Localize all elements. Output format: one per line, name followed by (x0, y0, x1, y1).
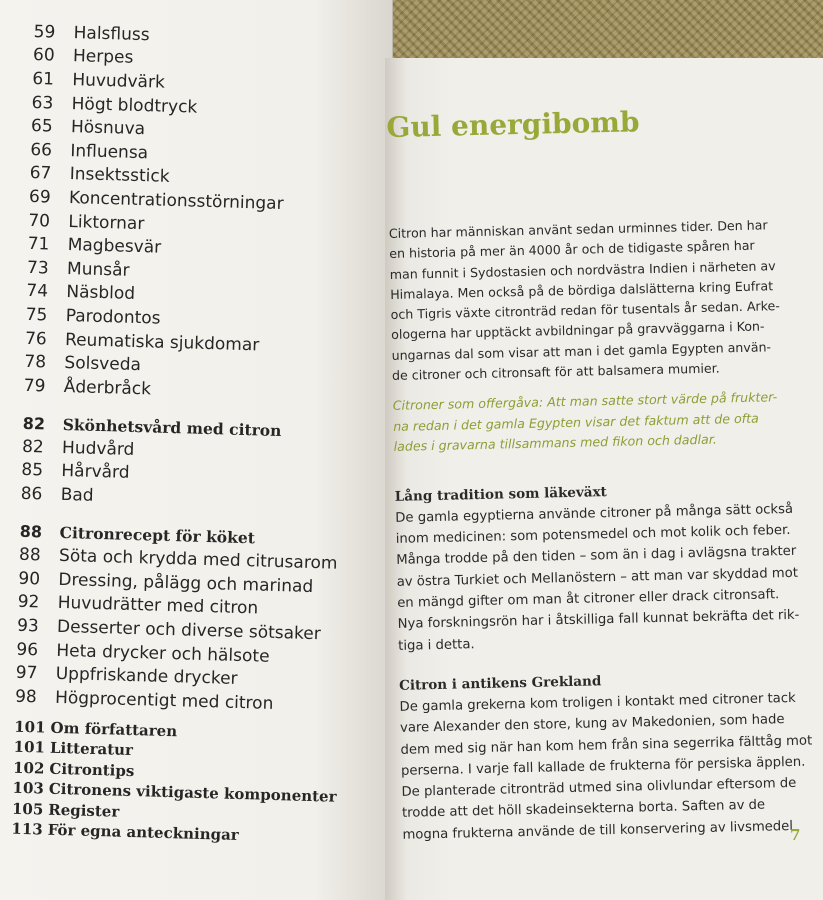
toc-page-number: 101 (14, 717, 46, 737)
toc-page-number: 88 (19, 521, 43, 542)
toc-page-number: 60 (32, 45, 55, 66)
toc-page-number: 79 (23, 375, 46, 397)
text-line: lades i gravarna tillsammans med fikon och dadlar. (393, 431, 717, 455)
toc-page-number: 105 (11, 799, 44, 819)
toc-title: Citrontips (49, 759, 135, 780)
toc-page-number: 97 (15, 662, 38, 684)
sidebar-note (393, 387, 823, 458)
toc-group-recipes (15, 543, 369, 718)
toc-group-beauty (20, 435, 372, 516)
text-line: Citron har människan använt sedan urminnes tider. Den har (388, 217, 768, 241)
text-line: dem med sig när han kom hem från sina segerrika fälttåg mot (400, 733, 813, 758)
toc-group-ailments (23, 20, 383, 407)
section-heading-tradition: Lång tradition som läkeväxt (394, 483, 607, 505)
toc-title: Om författaren (50, 718, 178, 741)
toc-page-number: 67 (29, 163, 52, 184)
toc-page-number: 75 (25, 304, 48, 326)
toc-title: Söta och krydda med citrusarom (58, 546, 338, 574)
toc-page-number: 102 (12, 758, 45, 778)
toc-page-number: 66 (30, 139, 53, 161)
text-line: trodde att det höll skadeinsekterna borta. Saften av de (401, 798, 766, 822)
toc-title: Koncentrationsstörningar (68, 188, 284, 214)
text-line: Många trodde på den tiden – som än i dag i avlägsna trakter (396, 544, 797, 569)
toc-title: Influensa (70, 140, 149, 163)
text-line: de citroner och citronsaft för att balsamera mumier. (391, 360, 720, 384)
toc-title: Hudvård (61, 437, 135, 460)
toc-title: Munsår (66, 258, 130, 281)
toc-group-appendix (11, 716, 364, 849)
toc-page-number: 82 (22, 413, 46, 434)
toc-title: Dressing, pålägg och marinad (58, 569, 314, 597)
toc-page-number: 88 (18, 545, 41, 566)
text-line: tiga i detta. (398, 636, 475, 654)
section-paragraph-tradition (395, 498, 823, 657)
text-line: och Tigris växte citronträd redan för tusentals år sedan. Arke- (390, 298, 780, 323)
text-line: inom medicinen: som potensmedel och mot kolik och feber. (395, 523, 791, 548)
text-line: Himalaya. Men också på de bördiga dalslätterna kring Eufrat (390, 278, 774, 302)
toc-page-number: 103 (12, 779, 45, 798)
text-line: De planterade citronträd utmed sina olivlundar eftersom de (401, 776, 797, 800)
toc-title: Magbesvär (67, 235, 162, 258)
toc-title: Näsblod (66, 282, 136, 305)
toc-title: Uppfriskande drycker (55, 664, 238, 690)
chapter-title: Gul energibomb (386, 105, 640, 144)
toc-page-number: 96 (16, 639, 39, 660)
toc-page-number: 78 (24, 351, 47, 373)
toc-title: Liktornar (68, 211, 145, 234)
text-line: vare Alexander den store, kung av Makedonien, som hade (399, 712, 785, 737)
toc-title: Herpes (72, 46, 134, 69)
text-line: av östra Turkiet och Mellanöstern – att man var skyddad mot (396, 565, 799, 590)
toc-title: Hårvård (61, 461, 130, 484)
text-line: mogna frukterna använde de till konservering av livsmedel (402, 818, 794, 843)
text-line: De gamla grekerna kom troligen i kontakt med citroner tack (399, 690, 796, 715)
toc-page-number: 85 (21, 460, 44, 481)
text-line: man funnit i Sydostasien och nordvästra Indien i närheten av (389, 257, 776, 282)
toc-title: Parodontos (65, 305, 161, 329)
text-line: na redan i det gamla Egypten visar det faktum att de ofta (393, 410, 759, 434)
toc-title: Bad (60, 485, 94, 506)
toc-title: Desserter och diverse sötsaker (56, 616, 322, 645)
toc-page-number: 76 (24, 328, 48, 349)
toc-page-number: 98 (14, 686, 38, 708)
toc-title: Litteratur (49, 739, 134, 760)
toc-title: Halsfluss (73, 22, 150, 46)
text-line: ungarnas dal som visar att man i det gamla Egypten använ- (391, 339, 772, 363)
page-number: 7 (790, 826, 801, 844)
toc-page-number: 59 (33, 21, 56, 43)
text-line: en historia på mer än 4000 år och de tidigaste spåren har (389, 237, 755, 262)
table-of-contents (11, 20, 384, 849)
toc-title: Heta drycker och hälsote (56, 640, 270, 667)
text-line: perserna. I varje fall kallade de frukterna för persiska äpplen. (400, 754, 806, 779)
toc-title: Citronens viktigaste komponenter (48, 780, 337, 807)
toc-title: För egna anteckningar (47, 821, 239, 845)
section-paragraph-greece (399, 687, 823, 846)
toc-page-number: 113 (11, 820, 43, 839)
intro-paragraph (389, 214, 823, 386)
section-heading-greece: Citron i antikens Grekland (398, 673, 602, 694)
toc-title: Hösnuva (70, 117, 146, 140)
toc-title: Högprocentigt med citron (54, 687, 274, 714)
right-page-content (386, 98, 823, 846)
toc-title: Högt blodtryck (71, 93, 198, 118)
toc-page-number: 71 (27, 234, 50, 255)
toc-page-number: 86 (20, 483, 43, 505)
toc-page-number: 61 (32, 68, 55, 90)
toc-page-number: 93 (16, 615, 39, 637)
toc-title: Huvudrätter med citron (57, 593, 259, 619)
toc-title: Reumatiska sjukdomar (64, 329, 260, 355)
toc-title: Solsveda (64, 353, 142, 376)
toc-page-number: 65 (30, 116, 53, 137)
toc-title: Huvudvärk (72, 70, 166, 93)
toc-title: Register (48, 800, 120, 821)
text-line: Citroner som offergåva: Att man satte stort värde på frukter- (392, 389, 778, 414)
text-line: Nya forskningsrön har i åtskilliga fall kunnat bekräfta det rik- (397, 608, 800, 633)
toc-page-number: 92 (17, 592, 40, 613)
toc-page-number: 82 (21, 436, 44, 458)
toc-title: Åderbråck (63, 376, 152, 400)
toc-page-number: 74 (26, 281, 49, 302)
toc-page-number: 69 (28, 186, 51, 208)
text-line: ologerna har upptäckt avbildningar på gravväggarna i Kon- (390, 318, 765, 343)
toc-page-number: 90 (18, 568, 41, 590)
toc-title: Skönhetsvård med citron (62, 414, 282, 440)
toc-page-number: 73 (26, 257, 49, 279)
toc-page-number: 63 (31, 92, 54, 114)
text-line: en mängd gifter om man åt citroner eller drack citronsaft. (397, 587, 780, 611)
toc-title: Citronrecept för köket (59, 523, 256, 548)
toc-title: Insektsstick (69, 164, 170, 188)
toc-page-number: 70 (28, 210, 51, 232)
toc-page-number: 101 (13, 738, 46, 757)
text-line: De gamla egyptierna använde citroner på många sätt också (395, 501, 794, 526)
